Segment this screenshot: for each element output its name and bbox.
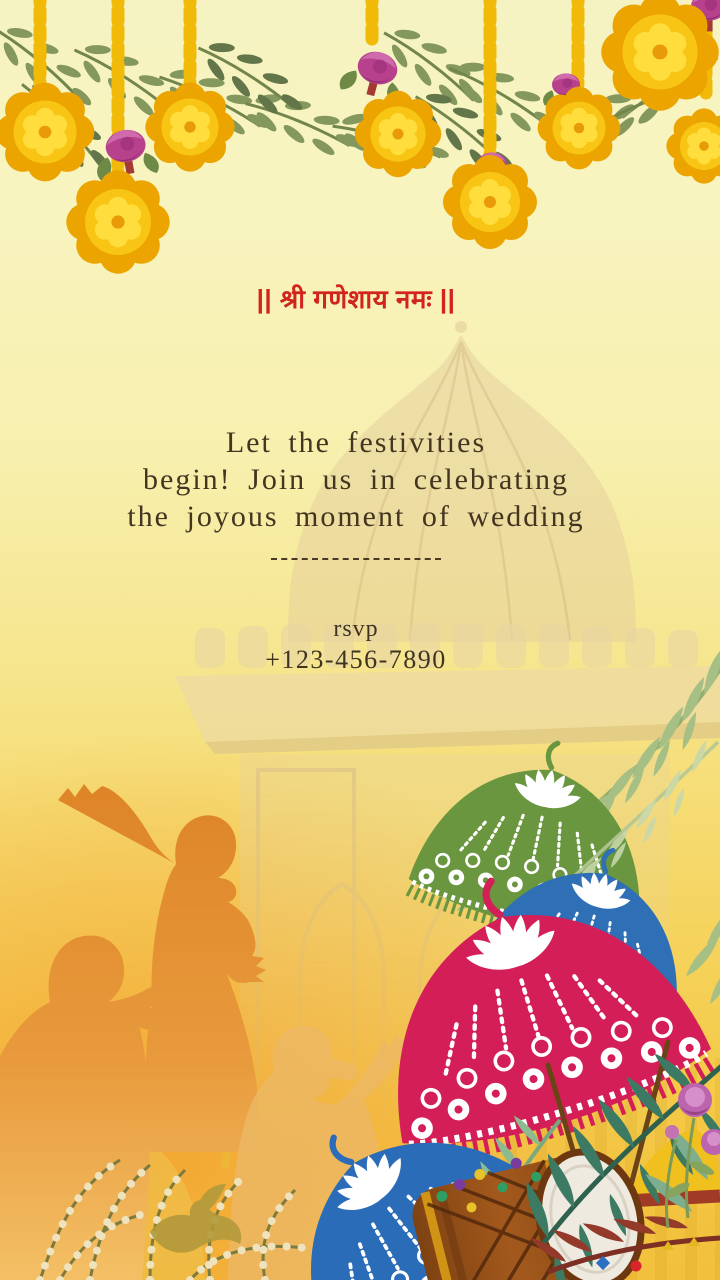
invitation-line-2: begin! Join us in celebrating xyxy=(143,463,569,496)
invitation-message xyxy=(0,424,712,535)
rsvp-phone-number: +123-456-7890 xyxy=(265,645,447,674)
sanskrit-blessing: || श्री गणेशाय नमः || xyxy=(256,284,456,314)
dashed-divider xyxy=(271,558,441,560)
invitation-line-1: Let the festivities xyxy=(225,426,487,459)
invitation-line-3: the joyous moment of wedding xyxy=(127,500,585,533)
marigold-garland xyxy=(0,0,720,274)
rsvp-label: rsvp xyxy=(333,616,379,642)
